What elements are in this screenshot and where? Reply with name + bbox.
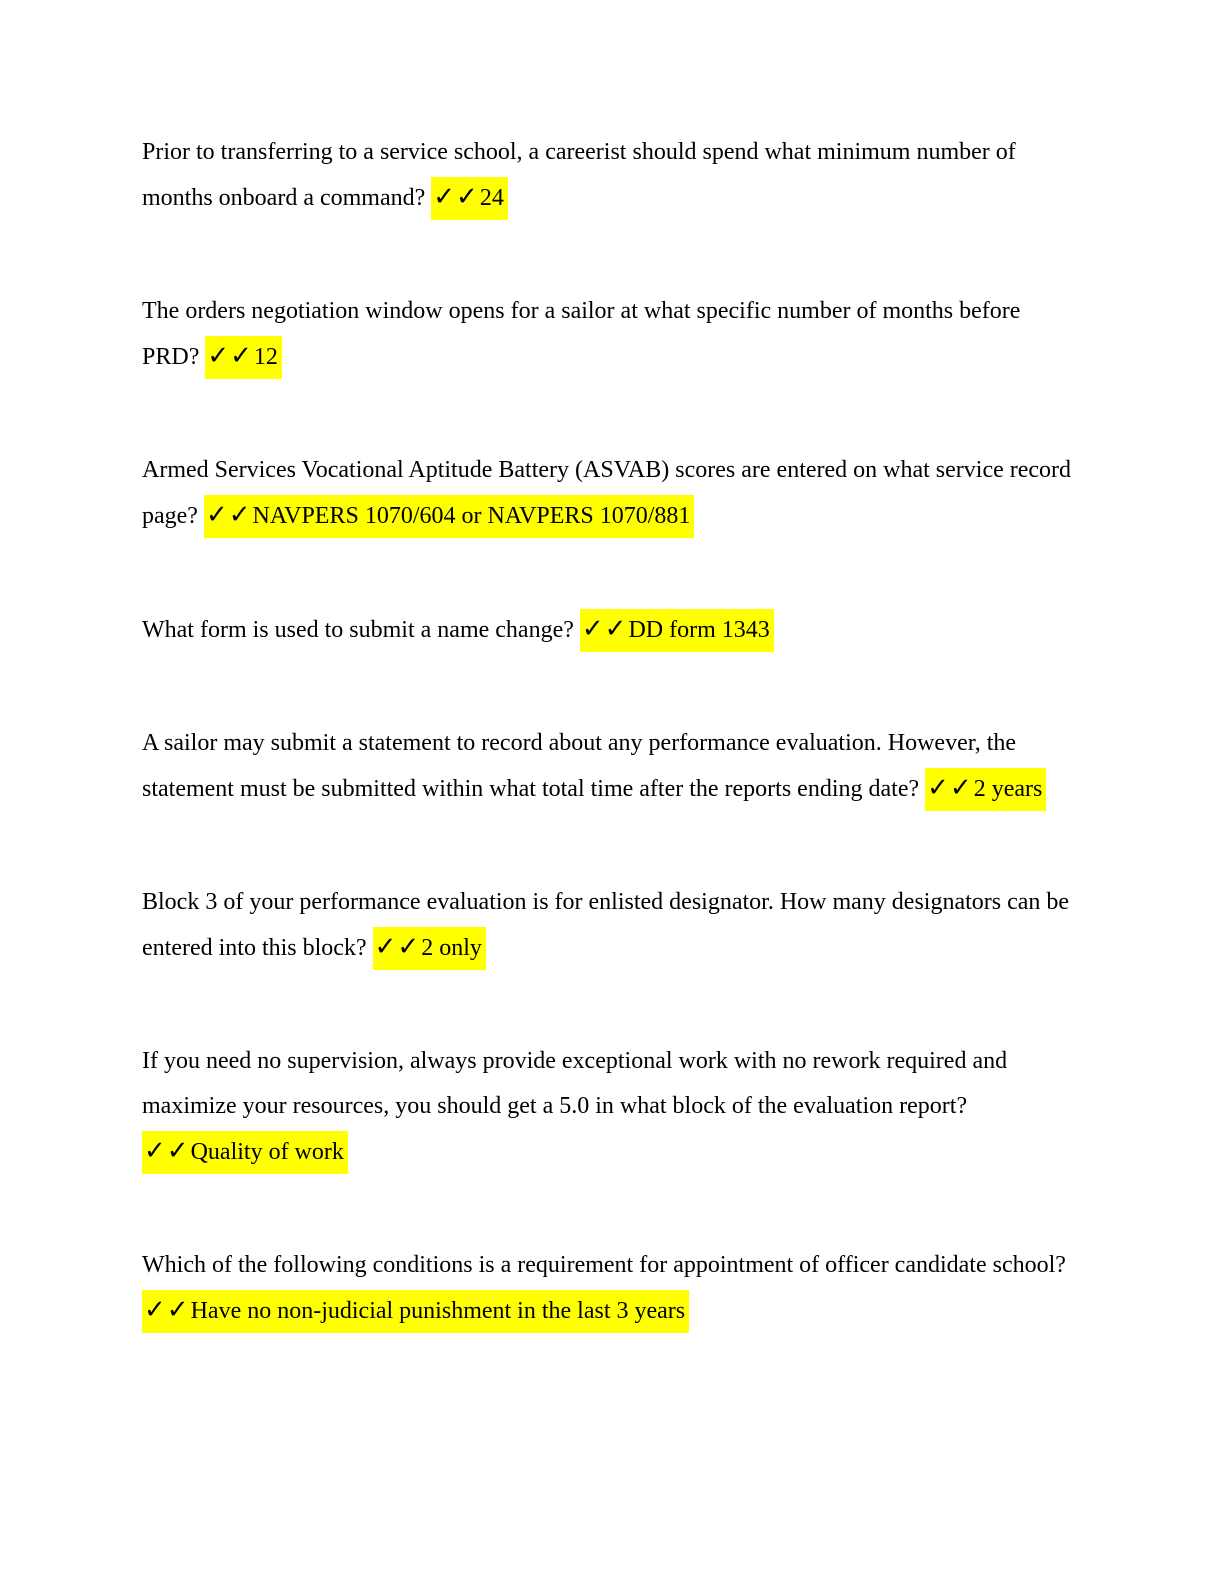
- question-paragraph: [142, 1039, 1078, 1175]
- question-paragraph: [142, 607, 1078, 653]
- question-text: What form is used to submit a name change?: [142, 617, 574, 643]
- question-paragraph: [142, 130, 1078, 221]
- answer-highlight: [142, 1131, 348, 1174]
- checkmark-icon: ✓✓: [581, 614, 628, 644]
- question-text: Block 3 of your performance evaluation is for enlisted designator. How many designators can be entered into this block?: [142, 889, 1070, 961]
- answer-highlight: [373, 927, 486, 970]
- answer-highlight: [431, 177, 508, 220]
- question-paragraph: [142, 880, 1078, 971]
- answer-highlight: [142, 1290, 689, 1333]
- question-paragraph: [142, 1243, 1078, 1334]
- question-paragraph: [142, 448, 1078, 539]
- answer-text: 2 years: [973, 776, 1043, 802]
- answer-text: 2 only: [421, 935, 482, 961]
- answer-highlight: [580, 609, 774, 652]
- question-text: A sailor may submit a statement to record about any performance evaluation. However, the statement must be submitted within what total time after the reports ending date?: [142, 730, 1017, 802]
- question-text: The orders negotiation window opens for a sailor at what specific number of months before PRD?: [142, 298, 1021, 370]
- question-text: Which of the following conditions is a requirement for appointment of officer candidate school?: [142, 1252, 1066, 1278]
- checkmark-icon: ✓✓: [144, 1295, 190, 1325]
- answer-highlight: [205, 336, 282, 379]
- checkmark-icon: ✓✓: [433, 182, 479, 212]
- answer-text: Have no non-judicial punishment in the last 3 years: [190, 1298, 686, 1324]
- question-paragraph: [142, 289, 1078, 380]
- checkmark-icon: ✓✓: [144, 1136, 190, 1166]
- question-text: If you need no supervision, always provide exceptional work with no rework required and maximize your resources, you should get a 5.0 in what block of the evaluation report?: [142, 1048, 1008, 1119]
- answer-text: 24: [479, 185, 504, 211]
- checkmark-icon: ✓✓: [207, 341, 253, 371]
- answer-text: 12: [253, 344, 278, 370]
- checkmark-icon: ✓✓: [205, 500, 252, 530]
- answer-highlight: [925, 768, 1046, 811]
- question-paragraph: [142, 721, 1078, 812]
- checkmark-icon: ✓✓: [374, 932, 421, 962]
- questions-list: [142, 130, 1078, 1334]
- checkmark-icon: ✓✓: [927, 773, 973, 803]
- answer-text: Quality of work: [190, 1139, 344, 1165]
- answer-text: DD form 1343: [628, 617, 770, 643]
- answer-text: NAVPERS 1070/604 or NAVPERS 1070/881: [252, 503, 691, 529]
- question-text: Prior to transferring to a service school, a careerist should spend what minimum number of months onboard a command?: [142, 139, 1016, 211]
- question-text: Armed Services Vocational Aptitude Battery (ASVAB) scores are entered on what service record page?: [142, 457, 1072, 529]
- answer-highlight: [204, 495, 694, 538]
